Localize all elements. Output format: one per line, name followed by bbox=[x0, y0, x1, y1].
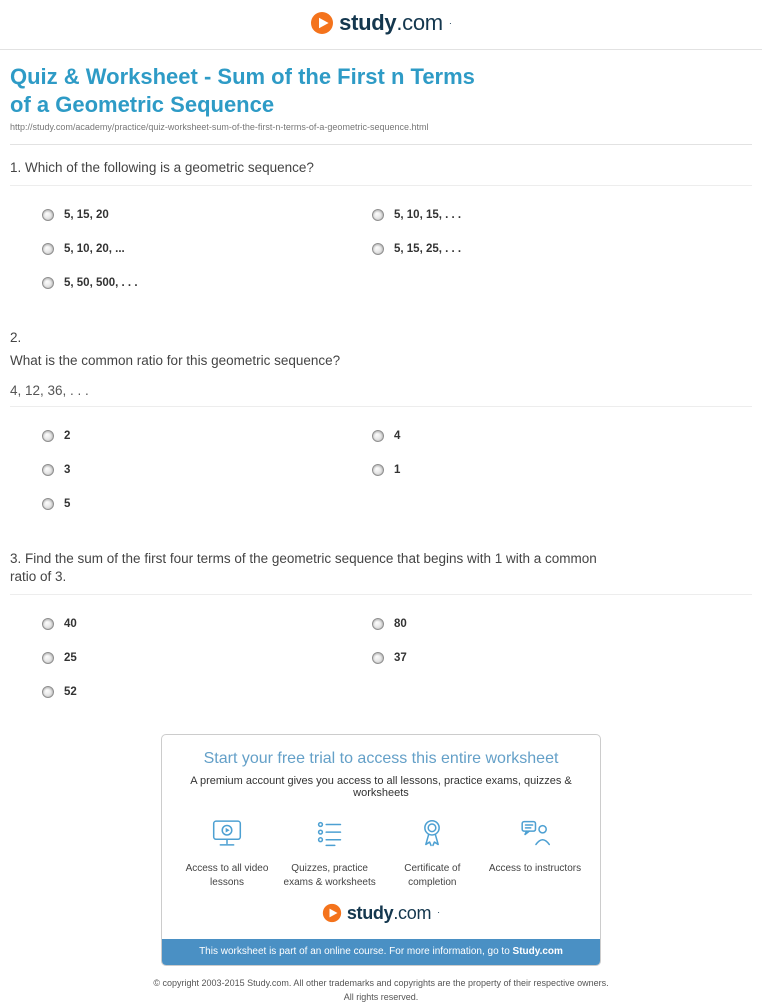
divider bbox=[10, 185, 752, 186]
trial-card-subtitle: A premium account gives you access to all lessons, practice exams, quizzes & worksheets bbox=[190, 774, 572, 799]
answer-option[interactable] bbox=[42, 430, 372, 442]
studycom-play-icon bbox=[322, 903, 342, 923]
question-2-sequence: 4, 12, 36, . . . bbox=[10, 382, 89, 398]
radio-button-icon[interactable] bbox=[42, 277, 54, 289]
feature-video-lessons bbox=[176, 815, 278, 890]
question-2-options bbox=[10, 430, 752, 510]
feature-quizzes bbox=[279, 815, 381, 890]
banner-text: This worksheet is part of an online course. For more information, go to bbox=[199, 945, 513, 957]
banner-studycom-link[interactable]: Study.com bbox=[512, 945, 563, 957]
feature-label: Access to instructors bbox=[488, 862, 582, 874]
studycom-logo-text: study.com bbox=[339, 10, 443, 35]
answer-option[interactable] bbox=[42, 464, 372, 476]
answer-option[interactable] bbox=[372, 464, 752, 476]
studycom-logo-footer[interactable] bbox=[322, 903, 440, 923]
question-1 bbox=[10, 159, 752, 289]
trial-card-logo-row bbox=[162, 903, 600, 928]
quizzes-icon bbox=[310, 815, 350, 853]
question-2-prompt: What is the common ratio for this geometric sequence? bbox=[10, 353, 341, 369]
radio-button-icon[interactable] bbox=[42, 498, 54, 510]
answer-option-label: 4 bbox=[394, 429, 401, 442]
answer-option[interactable] bbox=[42, 277, 372, 289]
studycom-play-icon bbox=[310, 11, 334, 35]
answer-option[interactable] bbox=[372, 652, 752, 664]
answer-option[interactable] bbox=[42, 652, 372, 664]
answer-option[interactable] bbox=[372, 618, 752, 630]
certificate-icon bbox=[412, 815, 452, 853]
question-2 bbox=[10, 329, 752, 509]
radio-button-icon[interactable] bbox=[42, 209, 54, 221]
divider bbox=[0, 49, 762, 50]
trial-card bbox=[161, 734, 601, 966]
answer-option[interactable] bbox=[42, 618, 372, 630]
answer-option[interactable] bbox=[42, 686, 372, 698]
radio-button-icon[interactable] bbox=[372, 618, 384, 630]
answer-option-label: 5, 15, 20 bbox=[64, 209, 109, 222]
answer-option-label: 5 bbox=[64, 497, 71, 510]
answer-option-label: 40 bbox=[64, 617, 77, 630]
radio-button-icon[interactable] bbox=[42, 464, 54, 476]
trial-features bbox=[162, 815, 600, 890]
answer-option-label: 5, 10, 20, ... bbox=[64, 243, 125, 256]
radio-button-icon[interactable] bbox=[372, 652, 384, 664]
logo-trademark-dot: · bbox=[437, 907, 441, 918]
page-url: http://study.com/academy/practice/quiz-worksheet-sum-of-the-first-n-terms-of-a-geometric-sequence.html bbox=[10, 121, 429, 132]
instructors-icon bbox=[515, 815, 555, 853]
studycom-logo-text: study.com bbox=[346, 902, 432, 923]
course-info-banner bbox=[162, 939, 600, 965]
radio-button-icon[interactable] bbox=[372, 464, 384, 476]
video-lessons-icon bbox=[207, 815, 247, 853]
copyright-line-1: © copyright 2003-2015 Study.com. All other trademarks and copyrights are the property of their respective owners. bbox=[153, 977, 609, 988]
answer-option-label: 25 bbox=[64, 651, 77, 664]
answer-option-label: 80 bbox=[394, 617, 407, 630]
page-title: Quiz & Worksheet - Sum of the First n Terms of a Geometric Sequence bbox=[10, 64, 475, 117]
answer-option-label: 52 bbox=[64, 685, 77, 698]
radio-button-icon[interactable] bbox=[372, 209, 384, 221]
answer-option-label: 37 bbox=[394, 651, 407, 664]
answer-option[interactable] bbox=[372, 243, 752, 255]
question-1-options bbox=[10, 209, 752, 289]
feature-certificate bbox=[381, 815, 483, 890]
answer-option-label: 2 bbox=[64, 429, 71, 442]
question-3-prompt: 3. Find the sum of the first four terms of the geometric sequence that begins with 1 with a common ratio of 3. bbox=[10, 550, 597, 584]
question-1-prompt: 1. Which of the following is a geometric sequence? bbox=[10, 159, 314, 175]
question-3 bbox=[10, 550, 752, 698]
answer-option-label: 3 bbox=[64, 463, 71, 476]
answer-option-label: 5, 10, 15, . . . bbox=[394, 209, 462, 222]
studycom-logo[interactable] bbox=[310, 11, 452, 35]
answer-option-label: 5, 50, 500, . . . bbox=[64, 277, 138, 290]
radio-button-icon[interactable] bbox=[372, 243, 384, 255]
radio-button-icon[interactable] bbox=[372, 430, 384, 442]
radio-button-icon[interactable] bbox=[42, 652, 54, 664]
answer-option[interactable] bbox=[42, 209, 372, 221]
answer-option[interactable] bbox=[42, 498, 372, 510]
feature-label: Access to all video lessons bbox=[185, 862, 269, 888]
trial-card-title: Start your free trial to access this entire worksheet bbox=[203, 749, 559, 767]
answer-option-label: 5, 15, 25, . . . bbox=[394, 243, 462, 256]
copyright-footer bbox=[10, 977, 752, 1005]
radio-button-icon[interactable] bbox=[42, 686, 54, 698]
worksheet-content bbox=[0, 63, 762, 1005]
answer-option[interactable] bbox=[372, 430, 752, 442]
answer-option[interactable] bbox=[42, 243, 372, 255]
question-3-options bbox=[10, 618, 752, 698]
divider bbox=[10, 594, 752, 595]
feature-instructors bbox=[484, 815, 586, 890]
site-header bbox=[0, 0, 762, 49]
divider bbox=[10, 406, 752, 407]
feature-label: Quizzes, practice exams & worksheets bbox=[283, 862, 376, 888]
radio-button-icon[interactable] bbox=[42, 618, 54, 630]
divider bbox=[10, 144, 752, 145]
question-2-number: 2. bbox=[10, 330, 22, 346]
feature-label: Certificate of completion bbox=[404, 862, 461, 888]
radio-button-icon[interactable] bbox=[42, 243, 54, 255]
answer-option[interactable] bbox=[372, 209, 752, 221]
answer-option-label: 1 bbox=[394, 463, 401, 476]
logo-trademark-dot: · bbox=[448, 17, 452, 28]
radio-button-icon[interactable] bbox=[42, 430, 54, 442]
copyright-line-2: All rights reserved. bbox=[343, 991, 419, 1002]
